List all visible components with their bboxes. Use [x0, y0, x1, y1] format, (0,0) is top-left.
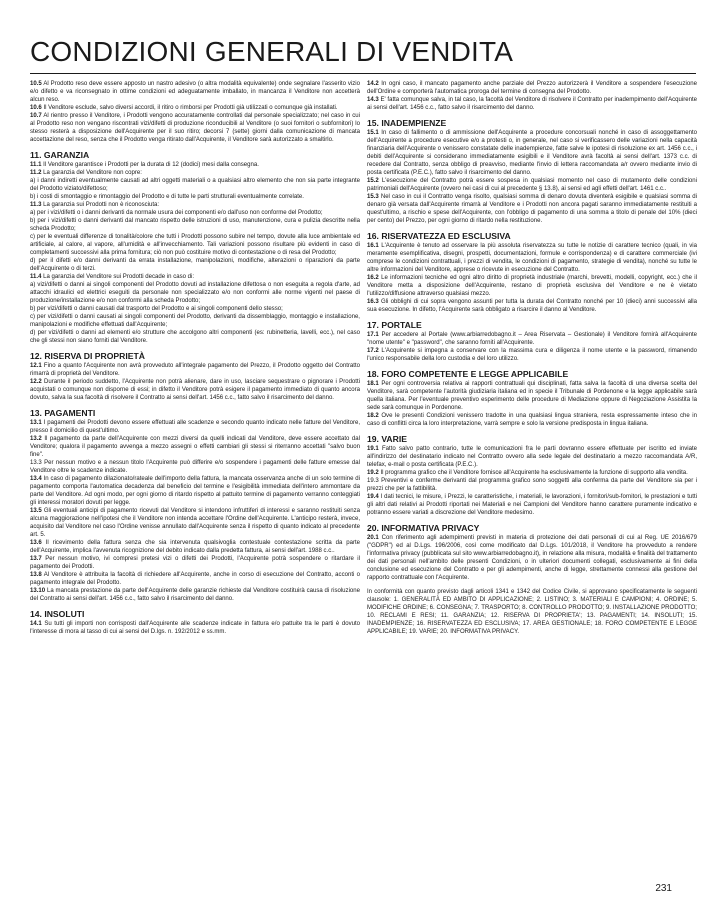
clause-text: b) i costi di smontaggio e rimontaggio del Prodotto e di tutte le parti strutturali eventualmente correlate. [30, 194, 304, 200]
section-title-pagamenti: 13. PAGAMENTI [30, 408, 96, 418]
clause-paragraph [367, 412, 697, 428]
clause-paragraph [30, 281, 360, 305]
clause-text: L'esecuzione del Contratto potrà essere sospesa in qualsiasi momento nel caso di mutamento delle condizioni patrimoniali dell'Acquirente (ovvero nei casi di cui al precedente § 13.8), ai sensi ed agli effetti dell'art. 1461 c.c.. [367, 178, 697, 192]
clause-text: L'Acquirente è tenuto ad osservare la più assoluta riservatezza su tutte le notizie di carattere tecnico (quali, in via meramente esemplificativa, disegni, prospetti, documentazioni, formule e corrispondenza) e di carattere commerciale (ivi comprese le condizioni contrattuali, i prezzi di vendita, le condizioni di pagamento, strategie di vendita), nonché su tutte le altre informazioni del Venditore, apprese o ricevute in esecuzione del Contratto. [367, 243, 697, 273]
clause-text: In caso di fallimento o di ammissione dell'Acquirente a procedure concorsuali nonché in caso di assoggettamento dell'Acquirente a procedure esecutive e/o a protesti o, in generale, nel caso si verificassero delle variazioni nella capacità finanziaria dell'Acquirente o venissero constatate delle inadempienze, fatte salve le ipotesi di risoluzione ex art. 1456 c.c., i debiti dell'Acquirente si considerano immediatamente esigibili e il Venditore avrà facoltà ai sensi dell'art. 1373 c.c. di recedere dal Contratto, senza obbligo di preavviso, mediante l'invio di lettera raccomandata a/r ovvero mediante invio di posta certificata (P.E.C.), fatto salvo il risarcimento del danno. [367, 130, 697, 176]
clause-number: 16.3 [367, 299, 379, 305]
clause-number: 12.1 [30, 363, 42, 369]
clause-paragraph [30, 419, 360, 435]
clause-number: 17.1 [367, 332, 379, 338]
clause-paragraph [30, 507, 360, 539]
section-title-inadempienze: 15. INADEMPIENZE [367, 118, 447, 128]
clause-paragraph [30, 104, 360, 112]
clause-paragraph [367, 274, 697, 298]
section-body-riserva-proprieta [30, 362, 360, 402]
clause-paragraph [30, 193, 360, 201]
section-title-privacy: 20. INFORMATIVA PRIVACY [367, 523, 480, 533]
clause-number: 15.2 [367, 178, 379, 184]
section-title-garanzia: 11. GARANZIA [30, 150, 90, 160]
section-body-riservatezza [367, 242, 697, 314]
clause-number: 13.10 [30, 588, 46, 594]
clause-paragraph [30, 313, 360, 329]
clause-text: Al Venditore è attribuita la facoltà di richiedere all'Acquirente, anche in corso di esecuzione del Contratto, acconti o pagamento integrale del Prodotto. [30, 572, 360, 586]
section-body-pagamenti [30, 419, 360, 603]
clause-paragraph [30, 362, 360, 378]
section-title-riserva-proprieta: 12. RISERVA DI PROPRIETÀ [30, 351, 145, 361]
clause-paragraph [30, 305, 360, 313]
clause-text: Durante il periodo suddetto, l'Acquirente non potrà alienare, dare in uso, lasciare sequestrare o pignorare i Prodotti acquistati o comunque non disporne di essi; in difetto il Venditore potrà esigere il pagamento immediato di quanto ancora dovuto, salva la sua facoltà di risolvere il Contratto ai sensi dell'art. 1456 c.c., fatto salvo il risarcimento del danno. [30, 379, 360, 401]
clause-text: La garanzia sui Prodotti non è riconosciuta: [41, 202, 160, 208]
clause-number: 13.1 [30, 420, 42, 426]
clause-text: Il pagamento da parte dell'Acquirente con mezzi diversi da quelli indicati dal Venditore, deve essere accettato dal Venditore; qualora il pagamento avvenga a mezzo assegni o effetti cambiari gli stessi si riterranno accettati "salvo buon fine". [30, 436, 360, 458]
clause-paragraph [30, 177, 360, 193]
clause-paragraph [30, 112, 360, 144]
clause-text: a) i danni indiretti eventualmente causati ad altri oggetti materiali o a qualsiasi altro elemento che non sia parte integrante del Prodotto viziato/difettoso; [30, 178, 360, 192]
clause-text: Fino a quanto l'Acquirente non avrà provveduto all'integrale pagamento del Prezzo, il Prodotto oggetto del Contratto rimarrà di proprietà del Venditore. [30, 363, 360, 377]
clause-number: 13.4 [30, 476, 42, 482]
clause-paragraph [30, 555, 360, 571]
clause-number: 19.1 [367, 446, 379, 452]
clause-number: 10.7 [30, 113, 42, 119]
clause-paragraph [367, 347, 697, 363]
clause-text: a) vizi/difetti o danni ai singoli componenti del Prodotto dovuti ad installazione difettosa o non eseguita a regola d'arte, ad attacchi idraulici ed elettrici eseguiti da personale non specializzato e/o non conformi alle norme vigenti nel paese di produzione/installazione e/o non conformi alla scheda Prodotto; [30, 282, 360, 304]
clause-text: La garanzia del Venditore sui Prodotti decade in caso di: [41, 274, 195, 280]
clause-paragraph [30, 257, 360, 273]
clause-text: Il ricevimento della fattura senza che sia intervenuta qualsivoglia contestuale contestazione scritta da parte dell'Acquirente, implica l'avvenuta ricognizione del debito indicato dalla predetta fattura, ai sensi dell'art. 1988 c.c.. [30, 540, 360, 554]
clause-number: 11.1 [30, 162, 42, 168]
clause-paragraph [367, 193, 697, 225]
clause-paragraph [367, 242, 697, 274]
section-body-varie [367, 445, 697, 517]
clause-text: Con riferimento agli adempimenti previsti in materia di protezione dei dati personali di cui al Reg. UE 2016/679 ("GDPR") ed al D.Lgs. 196/2006, così come modificato dal D.Lgs. 101/2018, il Venditore ha provveduto a rendere l'informativa privacy (pubblicata sul sito www.arbiarredobagno.it), in relazione alla misura, modalità e finalità del trattamento dei dati personali nell'ambito delle presenti Condizioni, o in ulteriori documenti collegati, esclusivamente ai fini della conclusione ed esecuzione del Contratto e per gli adempimenti, anche di legge, strettamente connessi alla gestione del rapporto contrattuale con l'Acquirente. [367, 535, 697, 581]
intro-block-right [367, 80, 697, 112]
clauses-approval-paragraph: In conformità con quanto previsto dagli articoli 1341 e 1342 del Codice Civile, si approvano specificatamente le seguenti clausole: 1. GENERALITÀ ED AMBITO DI APPLICAZIONE; 2. LISTINO; 3. MATERIALI E CAMPIONI; 4. ORDINE; 5. MODIFICHE ORDINE; 6. CONSEGNA; 7. TRASPORTO; 8. CONTROLLO PRODOTTO; 9. INSTALLAZIONE PRODOTTO; 10. RECLAMI E RESI; 11. GARANZIA; 12. RISERVA DI PROPRIETA'; 13. PAGAMENTI; 14. INSOLUTI; 15. INADEMPIENZE; 16. RISERVATEZZA ED ESCLUSIVA; 17. AREA GESTIONALE; 18. FORO COMPETENTE E LEGGE APPLICABILE; 19. VARIE; 20. INFORMATIVA PRIVACY. [367, 589, 697, 635]
clause-paragraph [30, 161, 360, 169]
clause-paragraph [30, 273, 360, 281]
clause-text: 19.3 Preventivi e conferme derivanti dal programma grafico sono soggetti alla conferma da parte del Venditore sia per i prezzi che per la fattibilità. [367, 478, 697, 492]
clause-text: Gli eventuali anticipi di pagamento ricevuti dal Venditore si intendono infruttiferi di interessi e saranno restituiti senza alcuna maggiorazione nell'ipotesi che il Venditore non intenda accettare l'Ordine dell'Acquirente. L'anticipo resterà, invece, acquisito dal Venditore nel caso l'Ordine venisse annullato dall'Acquirente senza il rispetto di quanto indicato al precedente art. 5. [30, 508, 360, 538]
clause-number: 15.1 [367, 130, 379, 136]
clause-paragraph [367, 129, 697, 177]
clause-text: b) per vizi/difetti o danni causati dal trasporto del Prodotto e ai singoli componenti dello stesso; [30, 306, 283, 312]
clause-number: 18.1 [367, 381, 379, 387]
clause-paragraph [30, 378, 360, 402]
clause-text: d) per il difetti e/o danni derivanti da errata installazione, manipolazioni, modifiche, alterazioni o riparazioni da parte dell'Acquirente o di terzi. [30, 258, 360, 272]
clause-text: Al rientro presso il Venditore, i Prodotti vengono accuratamente controllati dal personale specializzato; nel caso in cui al Prodotto reso non vengano riscontrati vizi/difetti di produzione riconducibili al Venditore (o suoi fornitori o subfornitori) lo stesso resterà a disposizione dell'Acquirente per il suo ritiro; decorsi 7 (sette) giorni dalla comunicazione di mancata accettazione del reso, senza che il Prodotto venga ritirato dall'Acquirente, il Venditore sarà autorizzato a smaltirlo. [30, 113, 360, 143]
section-title-varie: 19. VARIE [367, 434, 407, 444]
section-body-insoluti [30, 620, 360, 636]
clause-paragraph [30, 209, 360, 217]
page-title: CONDIZIONI GENERALI DI VENDITA [30, 36, 514, 67]
clause-paragraph [30, 587, 360, 603]
clause-text: Per accedere al Portale (www.arbiarredobagno.it – Area Riservata – Gestionale) il Venditore fornirà all'Acquirente "nome utente" e "password", che saranno forniti all'Acquirente. [367, 332, 697, 346]
clause-number: 16.1 [367, 243, 379, 249]
clause-paragraph [30, 620, 360, 636]
clause-text: L'Acquirente si impegna a conservare con la massima cura e diligenza il nome utente e la password, rimanendo l'unico responsabile della loro custodia e del loro utilizzo. [367, 348, 697, 362]
clause-number: 13.5 [30, 508, 42, 514]
clause-paragraph [367, 298, 697, 314]
clause-number: 13.6 [30, 540, 42, 546]
section-body-garanzia [30, 161, 360, 345]
clause-text: In ogni caso, il mancato pagamento anche parziale del Prezzo autorizzerà il Venditore a sospendere l'esecuzione dell'Ordine e comporterà l'automatica proroga del termine di consegna del Prodotto. [367, 81, 697, 95]
clause-number: 11.4 [30, 274, 42, 280]
clause-paragraph [367, 96, 697, 112]
clause-number: 16.2 [367, 275, 379, 281]
clause-paragraph [30, 435, 360, 459]
clause-paragraph [367, 477, 697, 493]
clause-paragraph [367, 331, 697, 347]
clause-text: c) per vizi/difetti o danni causati ai singoli componenti del Prodotto, derivanti da dissemblaggio, montaggio e installazione, manipolazioni e modifiche effettuati dall'Acquirente; [30, 314, 360, 328]
clause-number: 14.1 [30, 621, 42, 627]
section-body-privacy [367, 534, 697, 582]
clause-paragraph [30, 571, 360, 587]
clause-text: Fatto salvo patto contrario, tutte le comunicazioni fra le parti dovranno essere effettuate per iscritto ed inviate all'indirizzo del destinatario indicato nel Contratto ovvero alla sede legale del destinatario a mezzo raccomandata A/R, telefax, e-mail o posta certificata (P.E.C.). [367, 446, 697, 468]
clause-text: Al Prodotto reso deve essere apposto un nastro adesivo (o altra modalità equivalente) onde segnalare l'asserito vizio e/o difetto e va riconsegnato in ottime condizioni ed adeguatamente imballato, in mancanza il Venditore non accetterà alcun reso. [30, 81, 360, 103]
clause-text: Su tutti gli importi non corrisposti dall'Acquirente alle scadenze indicate in fattura e/o pattuite tra le parti è dovuto l'interesse di mora al tasso di cui ai sensi del D.lgs. n. 192/2012 e ss.mm. [30, 621, 360, 635]
clause-text: b) per i vizi/difetti o danni derivanti dal mancato rispetto delle istruzioni di uso, manutenzione, cura e pulizia descritte nella scheda Prodotto; [30, 218, 360, 232]
clause-text: 13.3 Per nessun motivo e a nessun titolo l'Acquirente può differire e/o sospendere i pagamenti delle fatture emesse dal Venditore oltre le scadenze indicate. [30, 460, 360, 474]
section-title-portale: 17. PORTALE [367, 320, 422, 330]
clause-text: In caso di pagamento dilazionato/rateale dell'importo della fattura, la mancata osservanza anche di un solo termine di pagamento comporta l'automatica decadenza dal beneficio del termine e l'esigibilità immediata dell'intero ammontare da parte del Venditore. Ad ogni modo, per ogni giorno di ritardo rispetto al pattuito termine di pagamento verranno conteggiati gli interessi moratori dovuti per legge. [30, 476, 360, 506]
clause-number: 10.6 [30, 105, 42, 111]
clause-number: 18.2 [367, 413, 379, 419]
clause-paragraph [367, 493, 697, 517]
clause-text: c) per le eventuali differenze di tonalità/colore che tutti i Prodotti possono subire nel tempo, dovute alla luce ambientale ed artificiale, al calore, al vapore, all'umidità e all'invecchiamento. Tali variazioni possono risultare più evidenti in caso di completamenti successivi alla prima fornitura; ciò non può costituire motivo di contestazione o di resa del Prodotto; [30, 234, 360, 256]
clause-paragraph [30, 329, 360, 345]
title-rule [30, 73, 696, 74]
clause-number: 13.7 [30, 556, 42, 562]
clause-paragraph [367, 445, 697, 469]
left-column [30, 80, 360, 636]
clause-number: 19.2 [367, 470, 379, 476]
clause-text: a) per i vizi/difetti o i danni derivanti da normale usura dei componenti e/o dall'uso non conforme del Prodotto; [30, 210, 323, 216]
section-title-foro-competente: 18. FORO COMPETENTE E LEGGE APPLICABILE [367, 369, 569, 379]
clause-text: d) per vizi/difetti o danni ad elementi e/o strutture che accolgono altri componenti (es: rubinetteria, lavelli, ecc.), nel caso che gli stessi non siano forniti dal Venditore. [30, 330, 360, 344]
clause-number: 10.5 [30, 81, 42, 87]
clause-paragraph [30, 233, 360, 257]
clause-text: La mancata prestazione da parte dell'Acquirente delle garanzie richieste dal Venditore costituirà causa di risoluzione del Contratto ai sensi dell'art. 1456 c.c., fatto salvo il risarcimento del danno. [30, 588, 360, 602]
clause-number: 11.3 [30, 202, 42, 208]
clause-number: 20.1 [367, 535, 379, 541]
clause-paragraph [30, 539, 360, 555]
clause-text: Per ogni controversia relativa ai rapporti contrattuali qui disciplinati, fatta salva la facoltà di una diversa scelta del Venditore, sarà competente l'autorità giudiziaria italiana ed in specie il Tribunale di Pordenone e la legge applicabile sarà quella italiana. Per l'eventuale preventivo esperimento delle procedure di Mediazione oppure di Negoziazione Assistita la sede sarà comunque in Pordenone. [367, 381, 697, 411]
clause-number: 12.2 [30, 379, 42, 385]
clause-text: Le informazioni tecniche ed ogni altro diritto di proprietà industriale (marchi, brevetti, modelli, copyright, ecc.) che il Venditore metta a disposizione dell'Acquirente, restano di proprietà esclusiva del Venditore e ne è vietato l'utilizzo/diffusione attraverso qualsiasi mezzo. [367, 275, 697, 297]
section-title-riservatezza: 16. RISERVATEZZA ED ESCLUSIVA [367, 231, 511, 241]
clause-text: Ove le presenti Condizioni venissero tradotte in una qualsiasi lingua straniera, resta espressamente inteso che in caso di conflitti circa la loro interpretazione, varrà sempre e solo la versione predisposta in lingua italiana. [367, 413, 697, 427]
clause-text: Per nessun motivo, ivi compresi pretesi vizi o difetti dei Prodotti, l'Acquirente potrà sospendere o ritardare il pagamento dei Prodotti. [30, 556, 360, 570]
clause-text: I dati tecnici, le misure, i Prezzi, le caratteristiche, i materiali, le lavorazioni, i fornitori/sub-fornitori, le prestazioni e tutti gli altri dati relativi ai Prodotti riportati nei Materiali e nei Campioni del Venditore hanno carattere puramente indicativo e potranno essere variati a discrezione del Venditore medesimo. [367, 494, 697, 516]
section-body-portale [367, 331, 697, 363]
clause-paragraph [367, 177, 697, 193]
clause-number: 14.3 [367, 97, 379, 103]
clause-paragraph [367, 469, 697, 477]
clause-number: 17.2 [367, 348, 379, 354]
clause-number: 11.2 [30, 170, 42, 176]
clause-paragraph [30, 459, 360, 475]
clause-text: Gli obblighi di cui sopra vengono assunti per tutta la durata del Contratto nonché per 10 (dieci) anni successivi alla sua esecuzione. In difetto, l'Acquirente sarà obbligato a risarcire il danno al Venditore. [367, 299, 697, 313]
clause-paragraph [30, 169, 360, 177]
clause-paragraph [30, 217, 360, 233]
clause-text: Il Venditore esclude, salvo diversi accordi, il ritiro o rimborsi per Prodotti già utilizzati o comunque già installati. [41, 105, 338, 111]
clause-paragraph [30, 201, 360, 209]
section-title-insoluti: 14. INSOLUTI [30, 609, 85, 619]
clause-number: 15.3 [367, 194, 379, 200]
clause-text: Il programma grafico che il Venditore fornisce all'Acquirente ha esclusivamente la funzione di supporto alla vendita. [378, 470, 688, 476]
clause-text: E' fatta comunque salva, in tal caso, la facoltà del Venditore di risolvere il Contratto per inadempimento dell'Acquirente ai sensi dell'art. 1456 c.c., fatto salvo il risarcimento del danno. [367, 97, 697, 111]
clause-text: Il Venditore garantisce i Prodotti per la durata di 12 (dodici) mesi dalla consegna. [41, 162, 259, 168]
clause-paragraph [367, 380, 697, 412]
clause-paragraph [367, 80, 697, 96]
clause-text: La garanzia del Venditore non copre: [41, 170, 142, 176]
right-column [367, 80, 697, 636]
clause-paragraph [30, 475, 360, 507]
clause-number: 14.2 [367, 81, 379, 87]
clause-paragraph [367, 534, 697, 582]
clause-text: I pagamenti dei Prodotti devono essere effettuati alle scadenze e secondo quanto indicato nelle fatture del Venditore, presso il domicilio di quest'ultimo. [30, 420, 360, 434]
clause-paragraph [30, 80, 360, 104]
clause-text: Nel caso in cui il Contratto venga risolto, qualsiasi somma di denaro dovuta diventerà esigibile e qualsiasi somma di denaro già versata dall'Acquirente rimarrà al Venditore e i Prodotti non ancora pagati saranno immediatamente restituiti a quest'ultimo, a rischio e spese dell'Acquirente, con l'obbligo di pagamento di una somma a titolo di penale del 10% (dieci per cento) del Prezzo, per ogni giorno di ritardo nella restituzione. [367, 194, 697, 224]
page-number: 231 [655, 883, 672, 894]
clause-number: 19.4 [367, 494, 379, 500]
section-body-foro-competente [367, 380, 697, 428]
intro-block [30, 80, 360, 144]
clause-number: 13.2 [30, 436, 42, 442]
clause-number: 13.8 [30, 572, 42, 578]
section-body-inadempienze [367, 129, 697, 225]
